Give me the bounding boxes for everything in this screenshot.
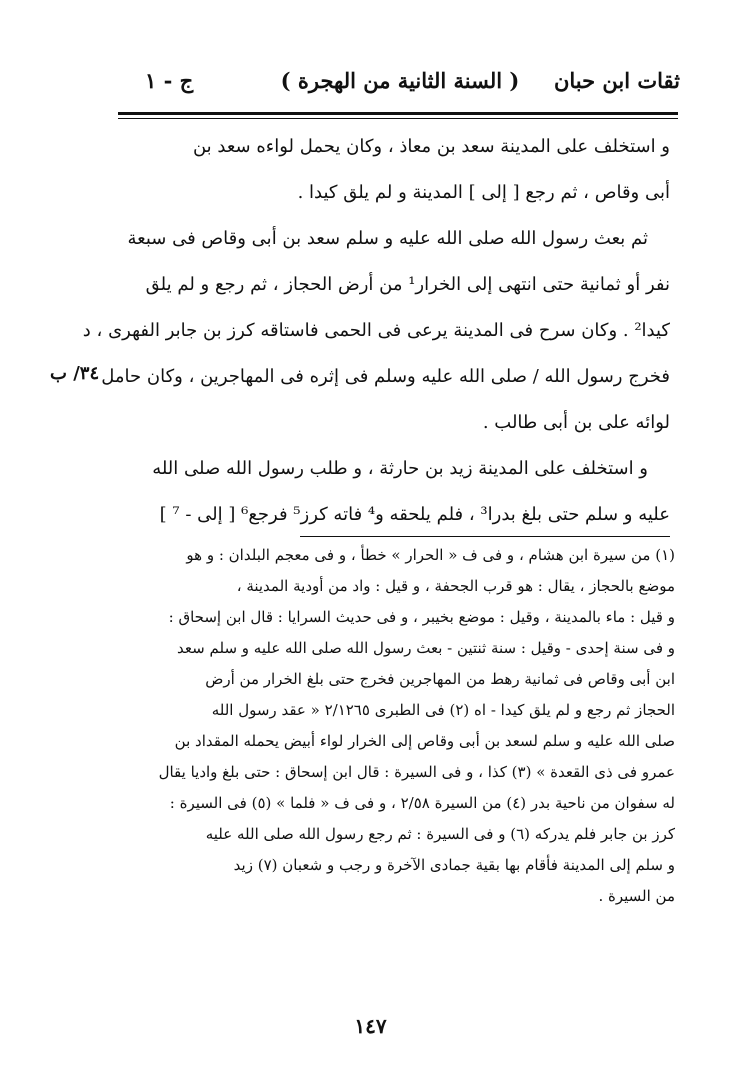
main-line: و استخلف على المدينة زيد بن حارثة ، و طلب رسول الله صلى الله bbox=[152, 458, 648, 479]
margin-folio-note: ٣٤/ ب bbox=[50, 363, 100, 384]
header-rule-thick bbox=[118, 112, 678, 115]
footnote-line: كرز بن جابر فلم يدركه (٦) و فى السيرة : ثم رجع رسول الله صلى الله عليه bbox=[205, 825, 675, 843]
footnotes bbox=[140, 540, 675, 912]
main-line: عليه و سلم حتى بلغ بدرا³ ، فلم يلحقه و⁴ فاته كرز⁵ فرجع⁶ [ إلى - ⁷ ] bbox=[159, 504, 670, 525]
footnote-line: و قيل : ماء بالمدينة ، وقيل : موضع بخيبر ، و فى حديث السرايا : قال ابن إسحاق : bbox=[168, 608, 675, 626]
footnote-line: و سلم إلى المدينة فأقام بها بقية جمادى الآخرة و رجب و شعبان (٧) زيد bbox=[233, 856, 675, 874]
footnote-line: صلى الله عليه و سلم لسعد بن أبى وقاص إلى الخرار لواء أبيض يحمله المقداد بن bbox=[174, 732, 675, 750]
footnote-line: له سفوان من ناحية بدر (٤) من السيرة ٢/٥٨ ، و فى ف « فلما » (٥) فى السيرة : bbox=[169, 794, 675, 812]
main-line: نفر أو ثمانية حتى انتهى إلى الخرار¹ من أرض الحجاز ، ثم رجع و لم يلق bbox=[145, 274, 670, 295]
header-rule-thin bbox=[118, 118, 678, 119]
section-title: ( السنة الثانية من الهجرة ) bbox=[280, 68, 520, 93]
footnote-line: و فى سنة إحدى - وقيل : سنة ثنتين - بعث رسول الله صلى الله عليه و سلم سعد bbox=[177, 639, 675, 657]
page-number: ١٤٧ bbox=[354, 1014, 387, 1038]
footnote-line: موضع بالحجاز ، يقال : هو قرب الجحفة ، و قيل : واد من أودية المدينة ، bbox=[236, 577, 675, 595]
footnote-line: عمرو فى ذى القعدة » (٣) كذا ، و فى السيرة : قال ابن إسحاق : حتى بلغ واديا يقال bbox=[158, 763, 675, 781]
footnote-rule bbox=[300, 536, 670, 537]
volume-label: ج - ١ bbox=[145, 68, 194, 93]
main-line: و استخلف على المدينة سعد بن معاذ ، وكان يحمل لواءه سعد بن bbox=[192, 136, 670, 157]
footnote-line: الحجاز ثم رجع و لم يلق كيدا - اه (٢) فى الطبرى ٢/١٢٦٥ « عقد رسول الله bbox=[211, 701, 675, 719]
footnote-line: (١) من سيرة ابن هشام ، و فى ف « الحرار » خطأ ، و فى معجم البلدان : و هو bbox=[186, 546, 675, 564]
footnote-line: ابن أبى وقاص فى ثمانية رهط من المهاجرين فخرج حتى بلغ الخرار من أرض bbox=[205, 670, 675, 688]
book-title: ثقات ابن حبان bbox=[553, 68, 680, 93]
main-line: لوائه على بن أبى طالب . bbox=[482, 412, 670, 433]
running-header bbox=[120, 68, 680, 106]
main-line: فخرج رسول الله / صلى الله عليه وسلم فى إثره فى المهاجرين ، وكان حامل bbox=[101, 366, 670, 387]
main-line: أبى وقاص ، ثم رجع [ إلى ] المدينة و لم يلق كيدا . bbox=[297, 182, 670, 203]
footnote-line: من السيرة . bbox=[598, 887, 675, 905]
main-line: كيدا² . وكان سرح فى المدينة يرعى فى الحمى فاستاقه كرز بن جابر الفهرى ، د bbox=[82, 320, 670, 341]
main-line: ثم بعث رسول الله صلى الله عليه و سلم سعد بن أبى وقاص فى سبعة bbox=[127, 228, 648, 249]
main-text bbox=[82, 124, 670, 538]
